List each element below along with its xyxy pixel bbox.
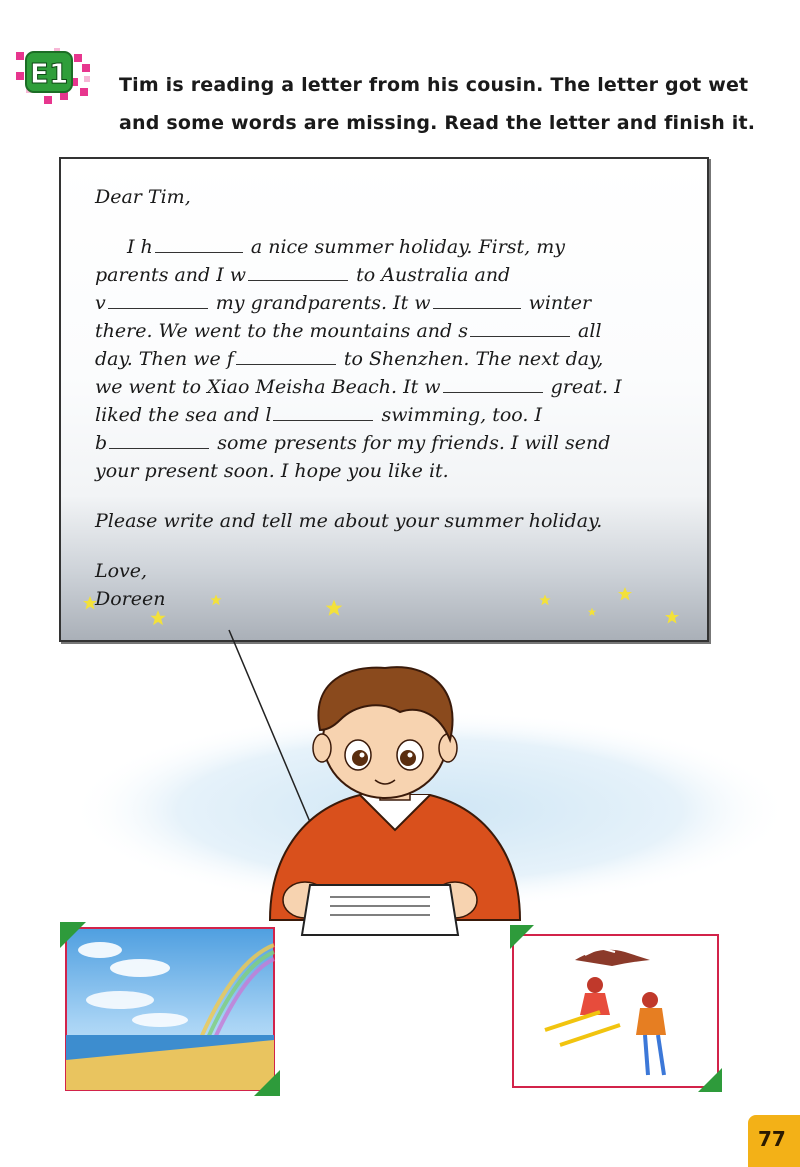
page-number-tab (748, 1115, 800, 1167)
letter-line-1: I h a nice summer holiday. First, my (127, 236, 566, 258)
ski-photo (510, 925, 722, 1092)
beach-photo (60, 922, 280, 1096)
letter-signoff: Love, (95, 560, 148, 582)
instructions-line-1: Tim is reading a letter from his cousin. The letter got wet (119, 74, 749, 96)
badge-label: E1 (29, 57, 69, 90)
page-number: 77 (758, 1127, 786, 1151)
letter-line-2: parents and I w to Australia and (95, 264, 511, 286)
letter-line-5: day. Then we f to Shenzhen. The next day, (95, 348, 604, 370)
letter-greeting: Dear Tim, (95, 186, 191, 208)
letter-line-8: b some presents for my friends. I will send (95, 432, 611, 454)
letter-signature: Doreen (95, 588, 166, 610)
letter-closing-request: Please write and tell me about your summer holiday. (95, 510, 603, 532)
letter-line-6: we went to Xiao Meisha Beach. It w great. I (95, 376, 622, 398)
letter-line-4: there. We went to the mountains and s all (95, 320, 602, 342)
letter-line-7: liked the sea and l swimming, too. I (95, 404, 542, 426)
letter-line-9: your present soon. I hope you like it. (95, 460, 449, 482)
instructions-line-2: and some words are missing. Read the letter and finish it. (119, 112, 756, 134)
letter-line-3: v my grandparents. It w winter (95, 292, 592, 314)
